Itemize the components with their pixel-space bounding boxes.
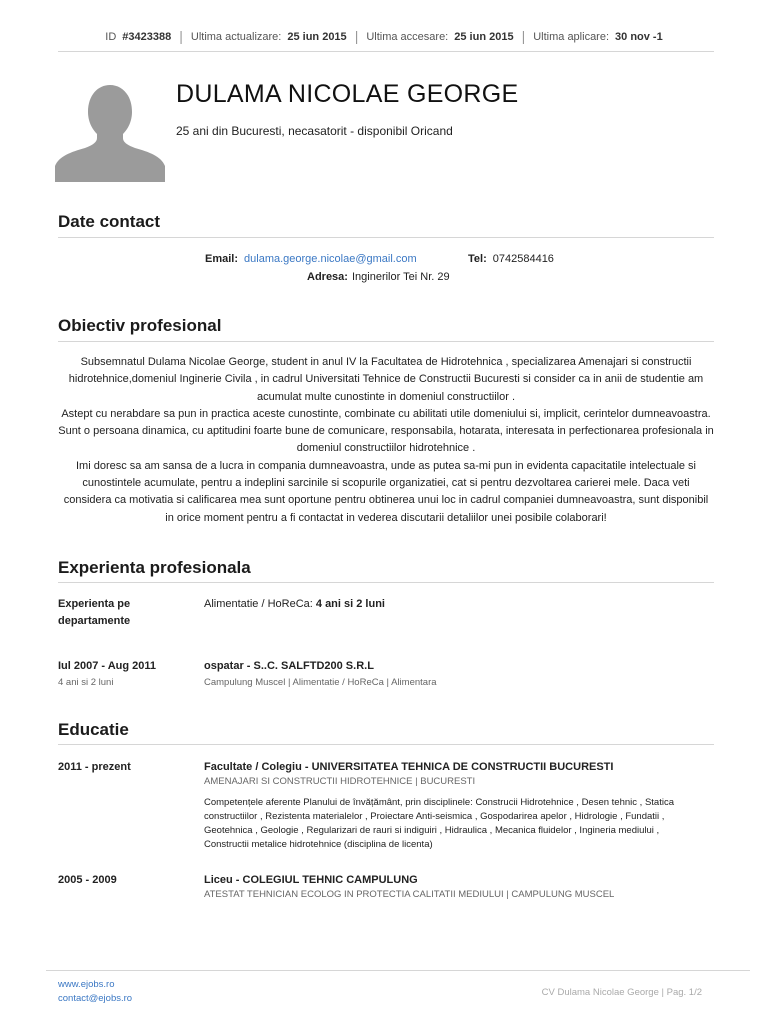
footer-site-link[interactable]: www.ejobs.ro: [58, 979, 115, 990]
footer-email-link[interactable]: contact@ejobs.ro: [58, 993, 133, 1004]
objective-paragraph-1: Subsemnatul Dulama Nicolae George, student in anul IV la Facultatea de Hidrotehnica , specializarea Amenajari si constructii hidrotehnice,domeniul Inginerie Civila , in cadrul Universitati Tehnice de Constructii Bucuresti si consider ca in anii de studentie am acumulat multe cunostinte in domeniul constructiilor .: [68, 356, 704, 403]
contact-phone: [468, 253, 554, 265]
phone-label: Tel:: [468, 253, 487, 265]
candidate-name: DULAMA NICOLAE GEORGE: [176, 80, 519, 108]
section-title-education: Educatie: [58, 720, 129, 739]
email-label: Email:: [205, 253, 239, 265]
meta-divider: [58, 51, 714, 52]
section-title-experience: Experienta profesionala: [58, 558, 251, 577]
job-details: Campulung Muscel | Alimentatie / HoReCa | Alimentara: [204, 677, 437, 688]
email-link[interactable]: dulama.george.nicolae@gmail.com: [244, 253, 417, 265]
contact-email: [205, 253, 417, 265]
section-title-contact: Date contact: [58, 212, 161, 231]
meta-separator: |: [354, 28, 359, 44]
meta-separator: |: [179, 28, 183, 44]
objective-paragraph-3: Imi doresc sa am sansa de a lucra in compania dumneavoastra, unde as putea sa-mi pun in evidenta capacitatile intelectuale si cunostintele acumulate, pentru a indeplini sarcinile si scopurile organizatiei, cat si pentru dezvoltarea carierei mele. Daca veti considera ca motivatia si calificarea mea sunt oportune pentru obtinerea unui loc in cadrul companiei dumneavoastra, sunt disponibil in orice moment pentru a fi contactat in vederea discutarii detaliilor unei posibile colaborari!: [63, 459, 709, 524]
last-applied: Ultima aplicare: 30 nov -1: [533, 31, 663, 43]
education-period: 2011 - prezent: [58, 761, 131, 773]
education-description: Competențele aferente Planului de învățământ, prin disciplinele: Construcii Hidrotehnice , Desen tehnic , Statica constructiilor , Rezistenta materialelor , Proiectare Anti-seismica , Gospodarirea apelor , Hidrologie , Fundatii , Geotehnica , Geologie , Regularizari de rauri si indiguiri , Hidraulica , Mecanica fluidelor , Ingineria mediului , Constructii metalice hidrotehnice (disciplina de licenta): [204, 797, 674, 850]
cv-meta-bar: [0, 28, 768, 44]
last-accessed: Ultima accesare: 25 iun 2015: [366, 31, 514, 43]
education-specialization: ATESTAT TEHNICIAN ECOLOG IN PROTECTIA CALITATII MEDIULUI | CAMPULUNG MUSCEL: [204, 889, 615, 900]
department-experience-value: Alimentatie / HoReCa: 4 ani si 2 luni: [204, 598, 385, 610]
section-divider: [58, 341, 714, 342]
department-experience-label: Experienta pe departamente: [58, 598, 131, 627]
section-title-objective: Obiectiv profesional: [58, 316, 222, 335]
education-specialization: AMENAJARI SI CONSTRUCTII HIDROTEHNICE | BUCURESTI: [204, 776, 476, 787]
phone-value: 0742584416: [492, 253, 554, 265]
footer-divider: [46, 970, 750, 971]
education-institution: Liceu - COLEGIUL TEHNIC CAMPULUNG: [204, 874, 418, 886]
footer-page-info: CV Dulama Nicolae George | Pag. 1/2: [541, 987, 702, 998]
contact-address: [307, 271, 450, 283]
cv-id: ID #3423388: [105, 31, 172, 43]
section-divider: [58, 237, 714, 238]
job-position: ospatar - S..C. SALFTD200 S.R.L: [204, 660, 374, 672]
address-label: Adresa:: [307, 271, 348, 283]
section-divider: [58, 582, 714, 583]
objective-paragraph-2: Astept cu nerabdare sa pun in practica aceste cunostinte, combinate cu abilitati utile domeniului si, implicit, cerintelor dumneavoastra. Sunt o persoana dinamica, cu aptitudini foarte bune de comunicare, responsabila, hotarata, interesata in perfectionarea profesionala in domeniul constructiilor hidrotehnice .: [58, 407, 714, 455]
job-period: Iul 2007 - Aug 2011: [58, 660, 157, 672]
candidate-summary: 25 ani din Bucuresti, necasatorit - disponibil Oricand: [176, 124, 453, 138]
address-value: Inginerilor Tei Nr. 29: [351, 271, 450, 283]
objective-text: [58, 354, 714, 527]
education-institution: Facultate / Colegiu - UNIVERSITATEA TEHNICA DE CONSTRUCTII BUCURESTI: [204, 761, 614, 773]
education-period: 2005 - 2009: [58, 874, 117, 886]
user-silhouette-icon: [55, 82, 165, 182]
job-duration: 4 ani si 2 luni: [58, 677, 114, 688]
last-updated: Ultima actualizare: 25 iun 2015: [190, 31, 347, 43]
meta-separator: |: [521, 28, 526, 44]
section-divider: [58, 744, 714, 745]
